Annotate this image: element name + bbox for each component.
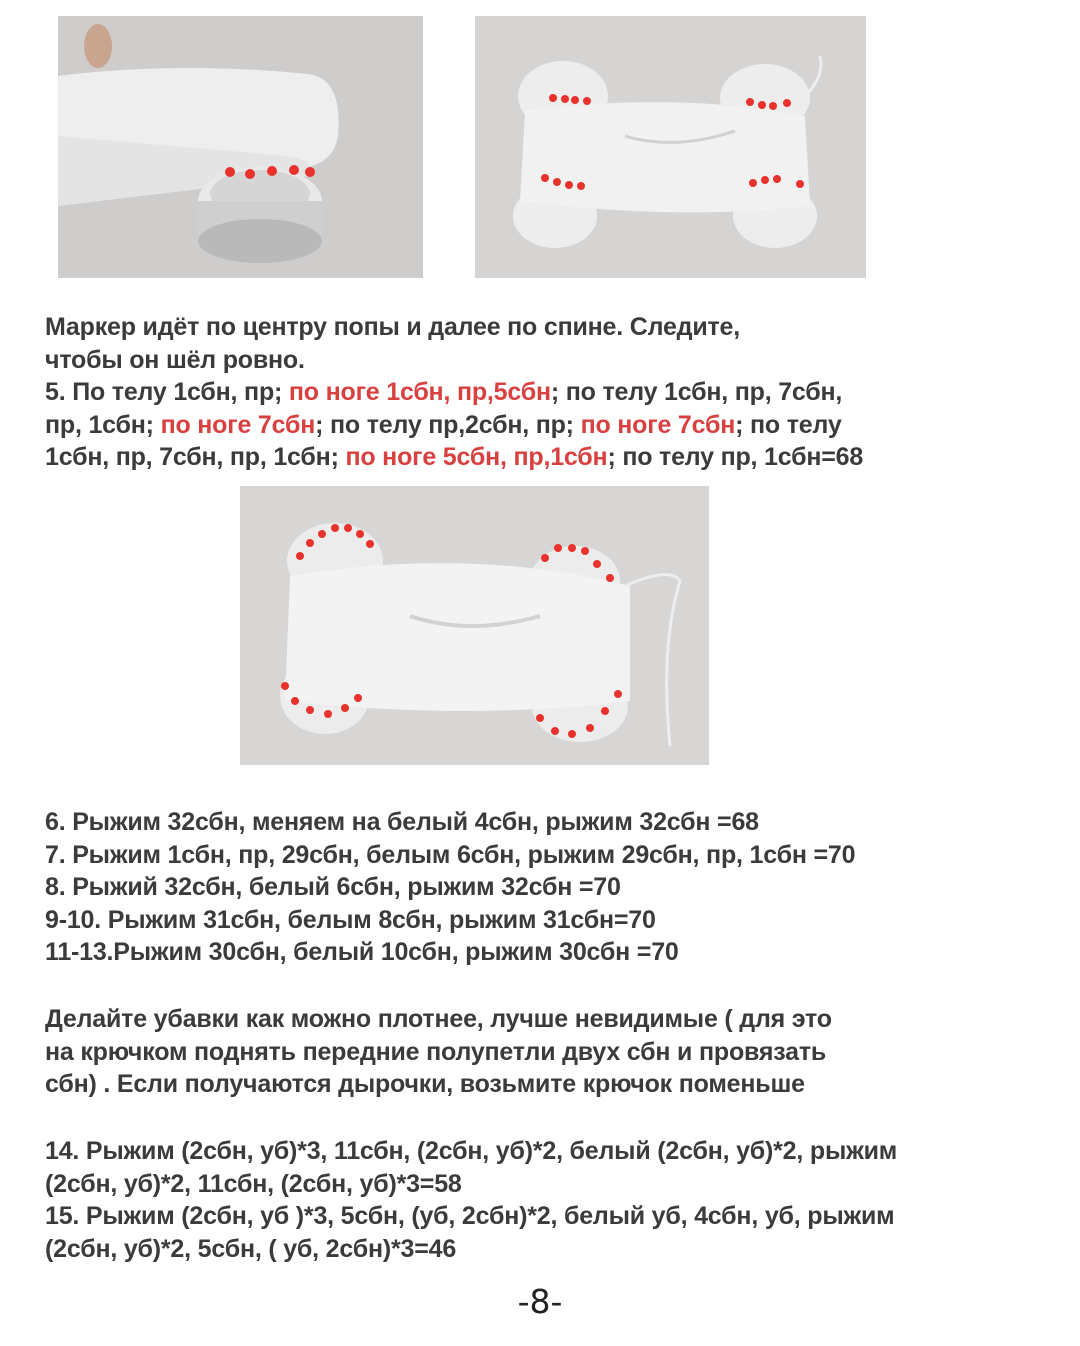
step-5-line-2 (45, 409, 1070, 442)
photo-body-top-view (475, 16, 866, 278)
step-5-text: ; по телу пр, 1сбн=68 (607, 443, 864, 471)
step-5-text: ; по телу 1сбн, пр, 7сбн, (550, 378, 843, 406)
step-5-text: 5. По телу 1сбн, пр; (45, 378, 289, 406)
step-15-line-1: 15. Рыжим (2сбн, уб )*3, 5сбн, (уб, 2сбн)*2, белый уб, 4сбн, уб, рыжим (45, 1202, 895, 1230)
photo-body-top-view-drawing (475, 16, 866, 278)
photo-leg-piece-drawing (58, 16, 423, 278)
page-number: -8- (517, 1282, 563, 1321)
step-5-text: пр, 1сбн; (45, 410, 161, 439)
step-8: 8. Рыжий 32сбн, белый 6сбн, рыжим 32сбн =70 (45, 873, 621, 901)
tip-line-3: сбн) . Если получаются дырочки, возьмите крючок поменьше (45, 1070, 805, 1098)
step-7: 7. Рыжим 1сбн, пр, 29сбн, белым 6сбн, рыжим 29сбн, пр, 1сбн =70 (45, 840, 856, 869)
step-11-13: 11-13.Рыжим 30сбн, белый 10сбн, рыжим 30сбн =70 (45, 938, 679, 966)
step-5-text: 1сбн, пр, 7сбн, пр, 1сбн; (45, 443, 346, 471)
step-5-text: ; по телу (735, 410, 842, 439)
step-6: 6. Рыжим 32сбн, меняем на белый 4сбн, рыжим 32сбн =68 (45, 808, 759, 836)
photo-body-enlarged (240, 486, 709, 765)
steps-6-13 (45, 806, 1070, 969)
intro-line-1: Маркер идёт по центру попы и далее по спине. Следите, (45, 313, 740, 341)
step-5-line-1 (45, 376, 1070, 409)
photo-leg-piece (58, 16, 423, 278)
step-5-leg-highlight: по ноге 5сбн, пр,1сбн (345, 443, 608, 471)
steps-14-15 (45, 1135, 1070, 1265)
tip-line-1: Делайте убавки как можно плотнее, лучше невидимые ( для это (45, 1005, 832, 1033)
step-5-leg-highlight: по ноге 1сбн, пр,5сбн (288, 378, 551, 406)
tip-line-2: на крючком поднять передние полупетли двух сбн и провязать (45, 1037, 827, 1066)
step-5-text: ; по телу пр,2сбн, пр; (315, 410, 581, 439)
photo-body-enlarged-drawing (240, 486, 709, 765)
step-15-line-2: (2сбн, уб)*2, 5сбн, ( уб, 2сбн)*3=46 (45, 1234, 457, 1263)
step-14-line-2: (2сбн, уб)*2, 11сбн, (2сбн, уб)*3=58 (45, 1169, 462, 1198)
step-5-leg-highlight: по ноге 7сбн (160, 410, 316, 439)
step-5-leg-highlight: по ноге 7сбн (580, 410, 736, 439)
decrease-tip (45, 1003, 1070, 1101)
step-5-line-3 (45, 441, 1070, 474)
step-14-line-1: 14. Рыжим (2сбн, уб)*3, 11сбн, (2сбн, уб)*2, белый (2сбн, уб)*2, рыжим (45, 1137, 898, 1165)
intro-line-2: чтобы он шёл ровно. (45, 345, 305, 374)
step-9-10: 9-10. Рыжим 31сбн, белым 8сбн, рыжим 31сбн=70 (45, 905, 656, 934)
intro-text (45, 311, 1070, 474)
